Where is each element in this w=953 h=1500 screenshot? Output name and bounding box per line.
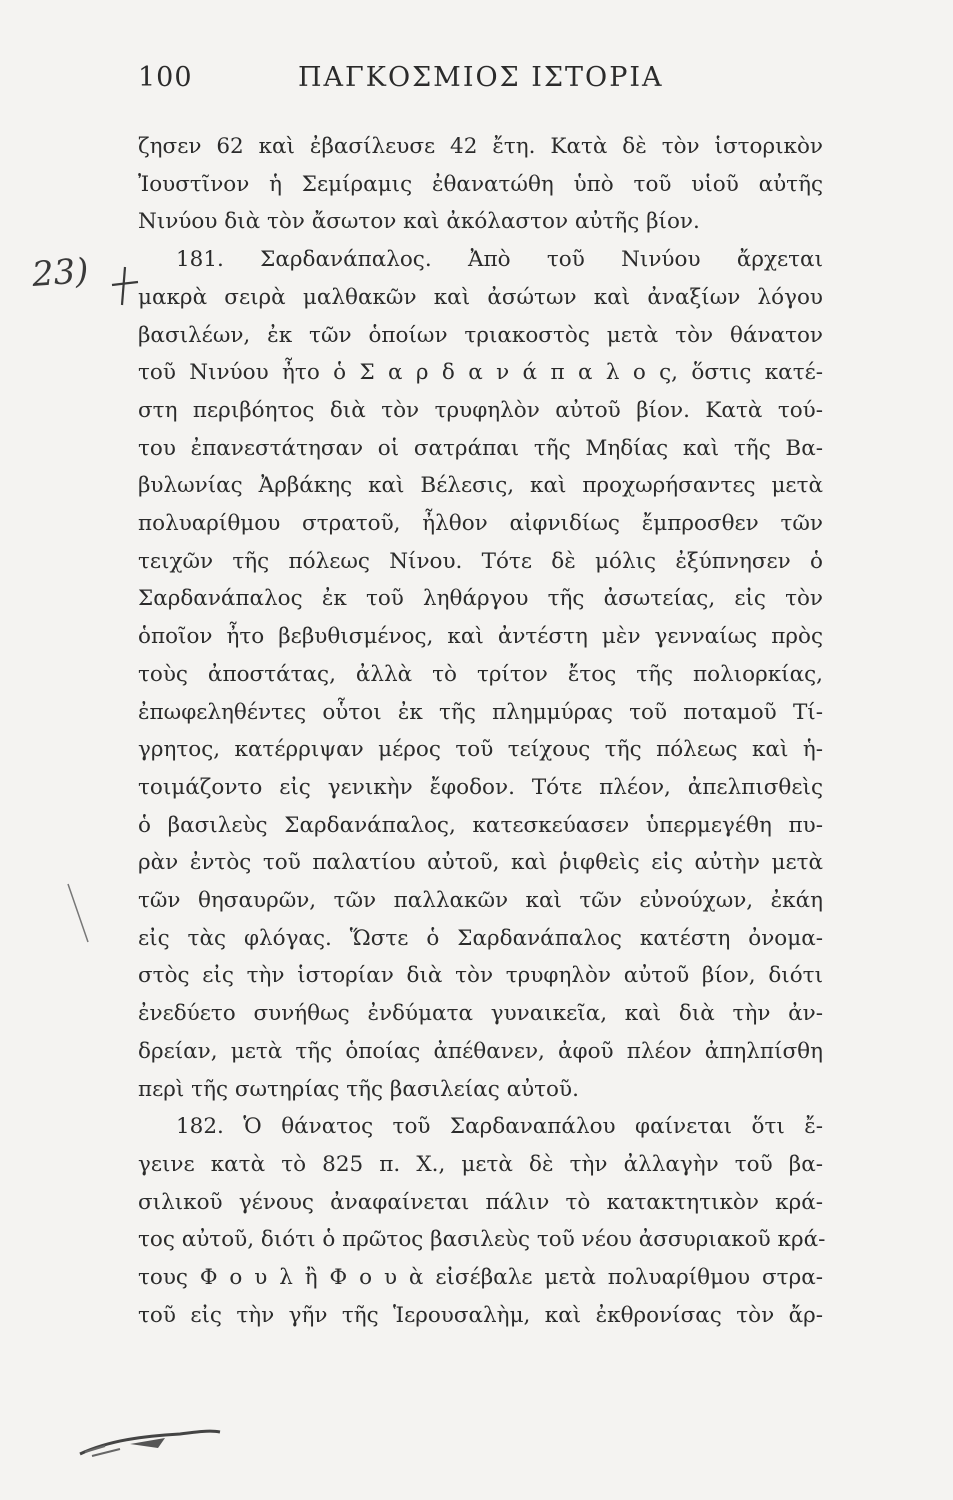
text-line: Σαρδανάπαλος ἐκ τοῦ ληθάργου τῆς ἀσωτείας, εἰς τὸν bbox=[138, 586, 823, 612]
text-line: ζησεν 62 καὶ ἐβασίλευσε 42 ἔτη. Κατὰ δὲ τὸν ἱστορικὸν bbox=[138, 134, 823, 159]
text-line: γεινε κατὰ τὸ 825 π. Χ., μετὰ δὲ τὴν ἀλλαγὴν τοῦ βα- bbox=[138, 1151, 823, 1177]
page-number: 100 bbox=[138, 62, 193, 93]
text-line: τοῦ Νινύου ἦτο ὁ Σ α ρ δ α ν ά π α λ ο ς, ὅστις κατέ- bbox=[138, 360, 823, 386]
text-line: βυλωνίας Ἀρβάκης καὶ Βέλεσις, καὶ προχωρήσαντες μετὰ bbox=[138, 473, 823, 499]
text-line: τοῦ εἰς τὴν γῆν τῆς Ἱερουσαλὴμ, καὶ ἐκθρονίσας τὸν ἄρ- bbox=[138, 1302, 823, 1328]
text-line: στὸς εἰς τὴν ἱστορίαν διὰ τὸν τρυφηλὸν αὐτοῦ βίον, διότι bbox=[138, 963, 823, 989]
page-header bbox=[138, 62, 818, 102]
text-line: περὶ τῆς σωτηρίας τῆς βασιλείας αὐτοῦ. bbox=[138, 1076, 579, 1102]
margin-stroke-mark bbox=[60, 880, 100, 950]
text-line: βασιλέων, ἐκ τῶν ὁποίων τριακοστὸς μετὰ τὸν θάνατον bbox=[138, 322, 823, 348]
text-line: πολυαρίθμου στρατοῦ, ἦλθον αἰφνιδίως ἔμπροσθεν τῶν bbox=[138, 511, 823, 537]
text-line: εἰς τὰς φλόγας. Ὥστε ὁ Σαρδανάπαλος κατέστη ὀνομα- bbox=[138, 925, 823, 951]
running-title: ΠΑΓΚΟΣΜΙΟΣ ΙΣΤΟΡΙΑ bbox=[298, 62, 664, 93]
text-line: ὁ βασιλεὺς Σαρδανάπαλος, κατεσκεύασεν ὑπερμεγέθη πυ- bbox=[138, 812, 823, 838]
text-line: Ἰουστῖνον ἡ Σεμίραμις ἐθανατώθη ὑπὸ τοῦ υἱοῦ αὐτῆς bbox=[138, 171, 823, 197]
text-line: σιλικοῦ γένους ἀναφαίνεται πάλιν τὸ κατακτητικὸν κρά- bbox=[138, 1189, 823, 1215]
text-line: γρητος, κατέρριψαν μέρος τοῦ τείχους τῆς πόλεως καὶ ἡ- bbox=[138, 737, 823, 763]
text-line: τοιμάζοντο εἰς γενικὴν ἔφοδον. Τότε πλέον, ἀπελπισθεὶς bbox=[138, 774, 823, 800]
text-line: δρείαν, μετὰ τῆς ὁποίας ἀπέθανεν, ἀφοῦ πλέον ἀπηλπίσθη bbox=[138, 1038, 823, 1064]
text-line: ρὰν ἐντὸς τοῦ παλατίου αὐτοῦ, καὶ ῥιφθεὶς εἰς αὐτὴν μετὰ bbox=[138, 850, 823, 876]
handwritten-margin-note bbox=[30, 245, 110, 315]
body-text bbox=[138, 128, 826, 1335]
text-line: τους Φ ο υ λ ἢ Φ ο υ ὰ εἰσέβαλε μετὰ πολυαρίθμου στρα- bbox=[138, 1265, 823, 1291]
section-heading-line: 181. Σαρδανάπαλος. Ἀπὸ τοῦ Νινύου ἄρχεται bbox=[176, 247, 823, 273]
margin-note-text: 23) bbox=[30, 251, 90, 295]
text-line: ἐπωφεληθέντες οὗτοι ἐκ τῆς πλημμύρας τοῦ ποταμοῦ Τί- bbox=[138, 699, 823, 725]
text-line: τοὺς ἀποστάτας, ἀλλὰ τὸ τρίτον ἔτος τῆς πολιορκίας, bbox=[138, 661, 823, 687]
text-line: Νινύου διὰ τὸν ἄσωτον καὶ ἀκόλαστον αὐτῆς βίον. bbox=[138, 209, 700, 235]
ink-blot-mark bbox=[70, 1412, 270, 1467]
text-line: του ἐπανεστάτησαν οἱ σατράπαι τῆς Μηδίας καὶ τῆς Βα- bbox=[138, 435, 823, 461]
section-heading-line: 182. Ὁ θάνατος τοῦ Σαρδαναπάλου φαίνεται ὅτι ἔ- bbox=[176, 1114, 823, 1140]
text-line: στη περιβόητος διὰ τὸν τρυφηλὸν αὐτοῦ βίον. Κατὰ τού- bbox=[138, 397, 823, 423]
text-line: μακρὰ σειρὰ μαλθακῶν καὶ ἀσώτων καὶ ἀναξίων λόγου bbox=[138, 284, 823, 310]
text-line: ἐνεδύετο συνήθως ἐνδύματα γυναικεῖα, καὶ διὰ τὴν ἀν- bbox=[138, 1001, 823, 1027]
text-line: ὁποῖον ἦτο βεβυθισμένος, καὶ ἀντέστη μὲν γενναίως πρὸς bbox=[138, 624, 823, 650]
text-line: τῶν θησαυρῶν, τῶν παλλακῶν καὶ τῶν εὐνούχων, ἐκάη bbox=[138, 888, 823, 914]
text-line: τειχῶν τῆς πόλεως Νίνου. Τότε δὲ μόλις ἐξύπνησεν ὁ bbox=[138, 548, 823, 574]
text-line: τος αὐτοῦ, διότι ὁ πρῶτος βασιλεὺς τοῦ νέου ἀσσυριακοῦ κρά- bbox=[138, 1227, 826, 1253]
